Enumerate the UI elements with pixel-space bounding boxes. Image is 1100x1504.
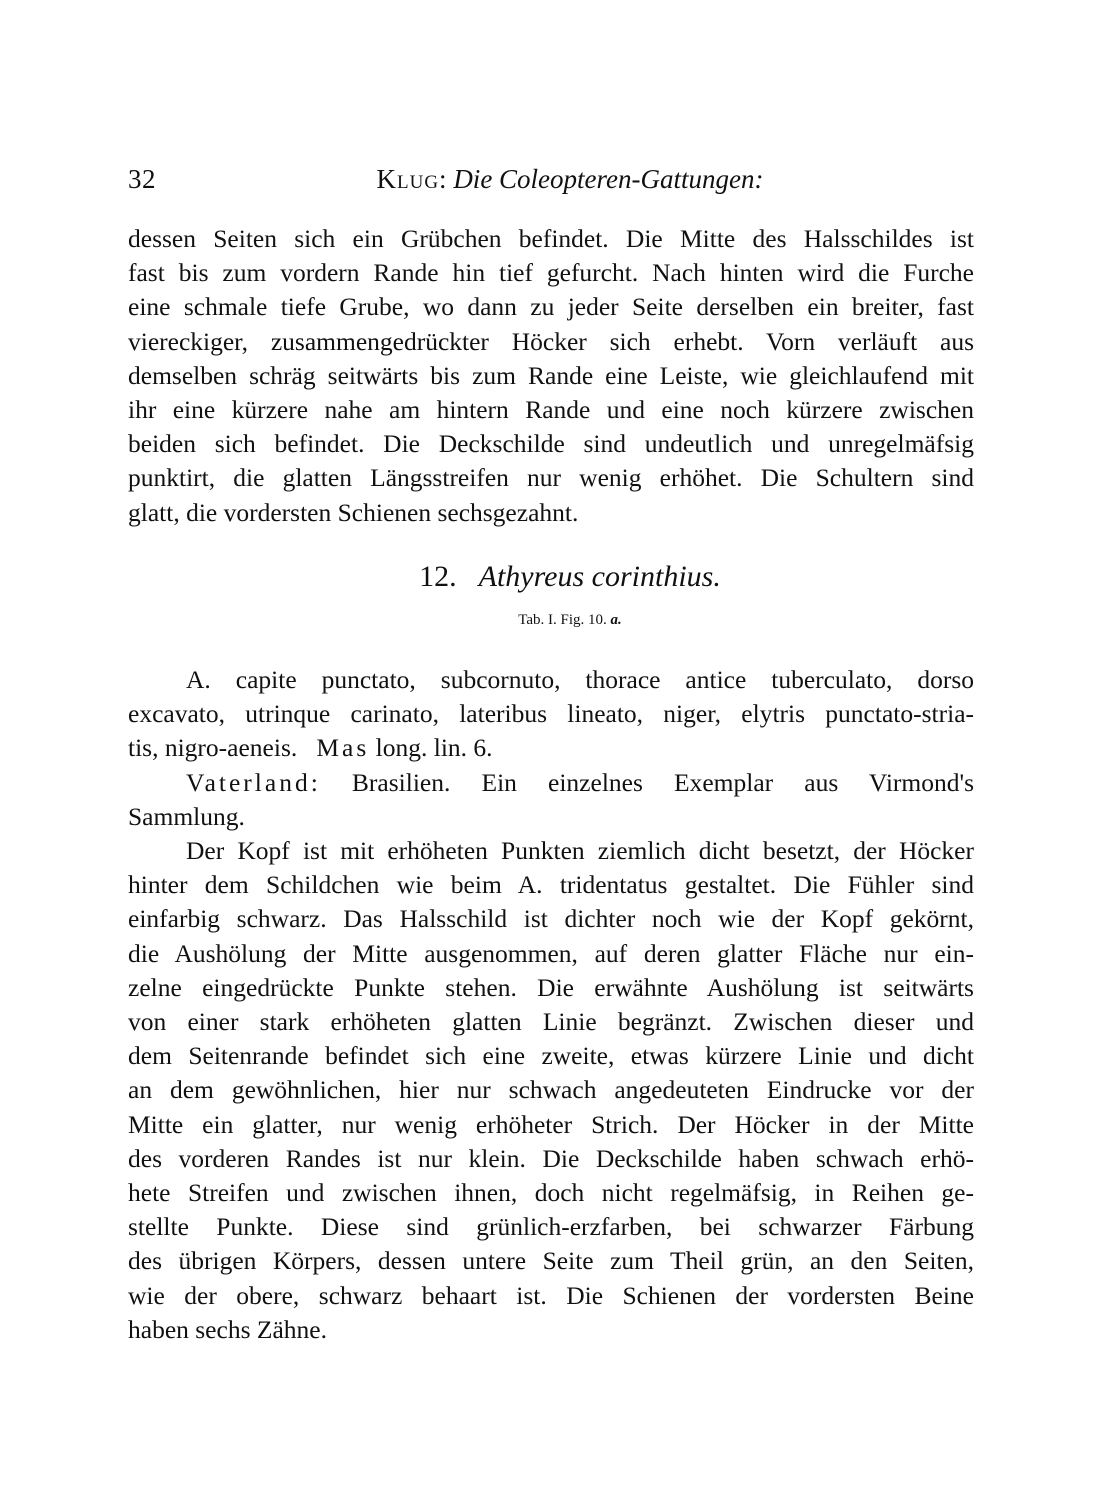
- species-description: [128, 663, 974, 1347]
- text-line: zelne eingedrückte Punkte stehen. Die erwähnte Aushölung ist seitwärts: [128, 972, 974, 1002]
- text-line: beiden sich befindet. Die Deckschilde sind undeutlich und unregelmäfsig: [128, 429, 974, 459]
- diagnosis-text: tis, nigro-aeneis.: [128, 733, 298, 763]
- text-line: Der Kopf ist mit erhöheten Punkten ziemlich dicht besetzt, der Höcker: [186, 836, 974, 866]
- text-line: Mitte ein glatter, nur wenig erhöheter Strich. Der Höcker in der Mitte: [128, 1109, 974, 1139]
- species-name: Athyreus corinthius.: [478, 560, 721, 593]
- vaterland-line-2: Sammlung.: [128, 801, 245, 831]
- text-line: des übrigen Körpers, dessen untere Seite zum Theil grün, an den Seiten,: [128, 1246, 974, 1276]
- figure-ref-text: Tab. I. Fig. 10.: [518, 612, 607, 628]
- text-line: stellte Punkte. Diese sind grünlich-erzfarben, bei schwarzer Färbung: [128, 1212, 974, 1242]
- text-line: die Aushölung der Mitte ausgenommen, auf deren glatter Fläche nur ein-: [128, 938, 974, 968]
- vaterland-text: Brasilien. Ein einzelnes Exemplar aus Virmond's: [320, 767, 974, 797]
- mas-label: Mas: [316, 733, 370, 763]
- diagnosis-line: excavato, utrinque carinato, lateribus lineato, niger, elytris punctato-stria-: [128, 699, 974, 729]
- page-number: 32: [128, 164, 156, 194]
- continuation-paragraph: [128, 222, 974, 530]
- mas-value: long. lin. 6.: [369, 733, 493, 763]
- text-line: eine schmale tiefe Grube, wo dann zu jeder Seite derselben ein breiter, fast: [128, 292, 974, 322]
- text-line: wie der obere, schwarz behaart ist. Die Schienen der vordersten Beine: [128, 1280, 974, 1310]
- figure-reference: [0, 612, 1100, 629]
- text-line: von einer stark erhöheten glatten Linie begränzt. Zwischen dieser und: [128, 1007, 974, 1037]
- vaterland-label: Vaterland:: [186, 767, 321, 797]
- species-number: 12.: [419, 560, 457, 593]
- text-line: ihr eine kürzere nahe am hintern Rande und eine noch kürzere zwischen: [128, 395, 974, 425]
- text-line: viereckiger, zusammengedrückter Höcker sich erhebt. Vorn verläuft aus: [128, 326, 974, 356]
- text-line: glatt, die vordersten Schienen sechsgezahnt.: [128, 497, 579, 527]
- running-head-author: Klug: [376, 164, 440, 194]
- text-line: demselben schräg seitwärts bis zum Rande eine Leiste, wie gleichlaufend mit: [128, 360, 974, 390]
- text-line: des vorderen Randes ist nur klein. Die Deckschilde haben schwach erhö-: [128, 1143, 974, 1173]
- figure-letter: a.: [610, 612, 622, 628]
- diagnosis-line: A. capite punctato, subcornuto, thorace antice tuberculato, dorso: [186, 665, 974, 694]
- text-line: dessen Seiten sich ein Grübchen befindet. Die Mitte des Halsschildes ist: [128, 224, 974, 253]
- text-line: fast bis zum vordern Rande hin tief gefurcht. Nach hinten wird die Furche: [128, 258, 974, 288]
- text-line: einfarbig schwarz. Das Halsschild ist dichter noch wie der Kopf gekörnt,: [128, 904, 974, 934]
- text-line: hinter dem Schildchen wie beim A. tridentatus gestaltet. Die Fühler sind: [128, 870, 974, 900]
- text-line: punktirt, die glatten Längsstreifen nur wenig erhöhet. Die Schultern sind: [128, 463, 974, 493]
- diagnosis-line-last: [128, 731, 974, 765]
- running-head-separator: :: [439, 164, 454, 194]
- text-line: hete Streifen und zwischen ihnen, doch nicht regelmäfsig, in Reihen ge-: [128, 1178, 974, 1208]
- text-line: haben sechs Zähne.: [128, 1314, 327, 1344]
- running-head-title: Die Coleopteren-Gattungen:: [453, 164, 764, 194]
- text-line: an dem gewöhnlichen, hier nur schwach angedeuteten Eindrucke vor der: [128, 1075, 974, 1105]
- text-line: dem Seitenrande befindet sich eine zweite, etwas kürzere Linie und dicht: [128, 1041, 974, 1071]
- species-heading: [0, 560, 1100, 594]
- vaterland-line: [128, 766, 974, 800]
- running-head: [0, 164, 1100, 195]
